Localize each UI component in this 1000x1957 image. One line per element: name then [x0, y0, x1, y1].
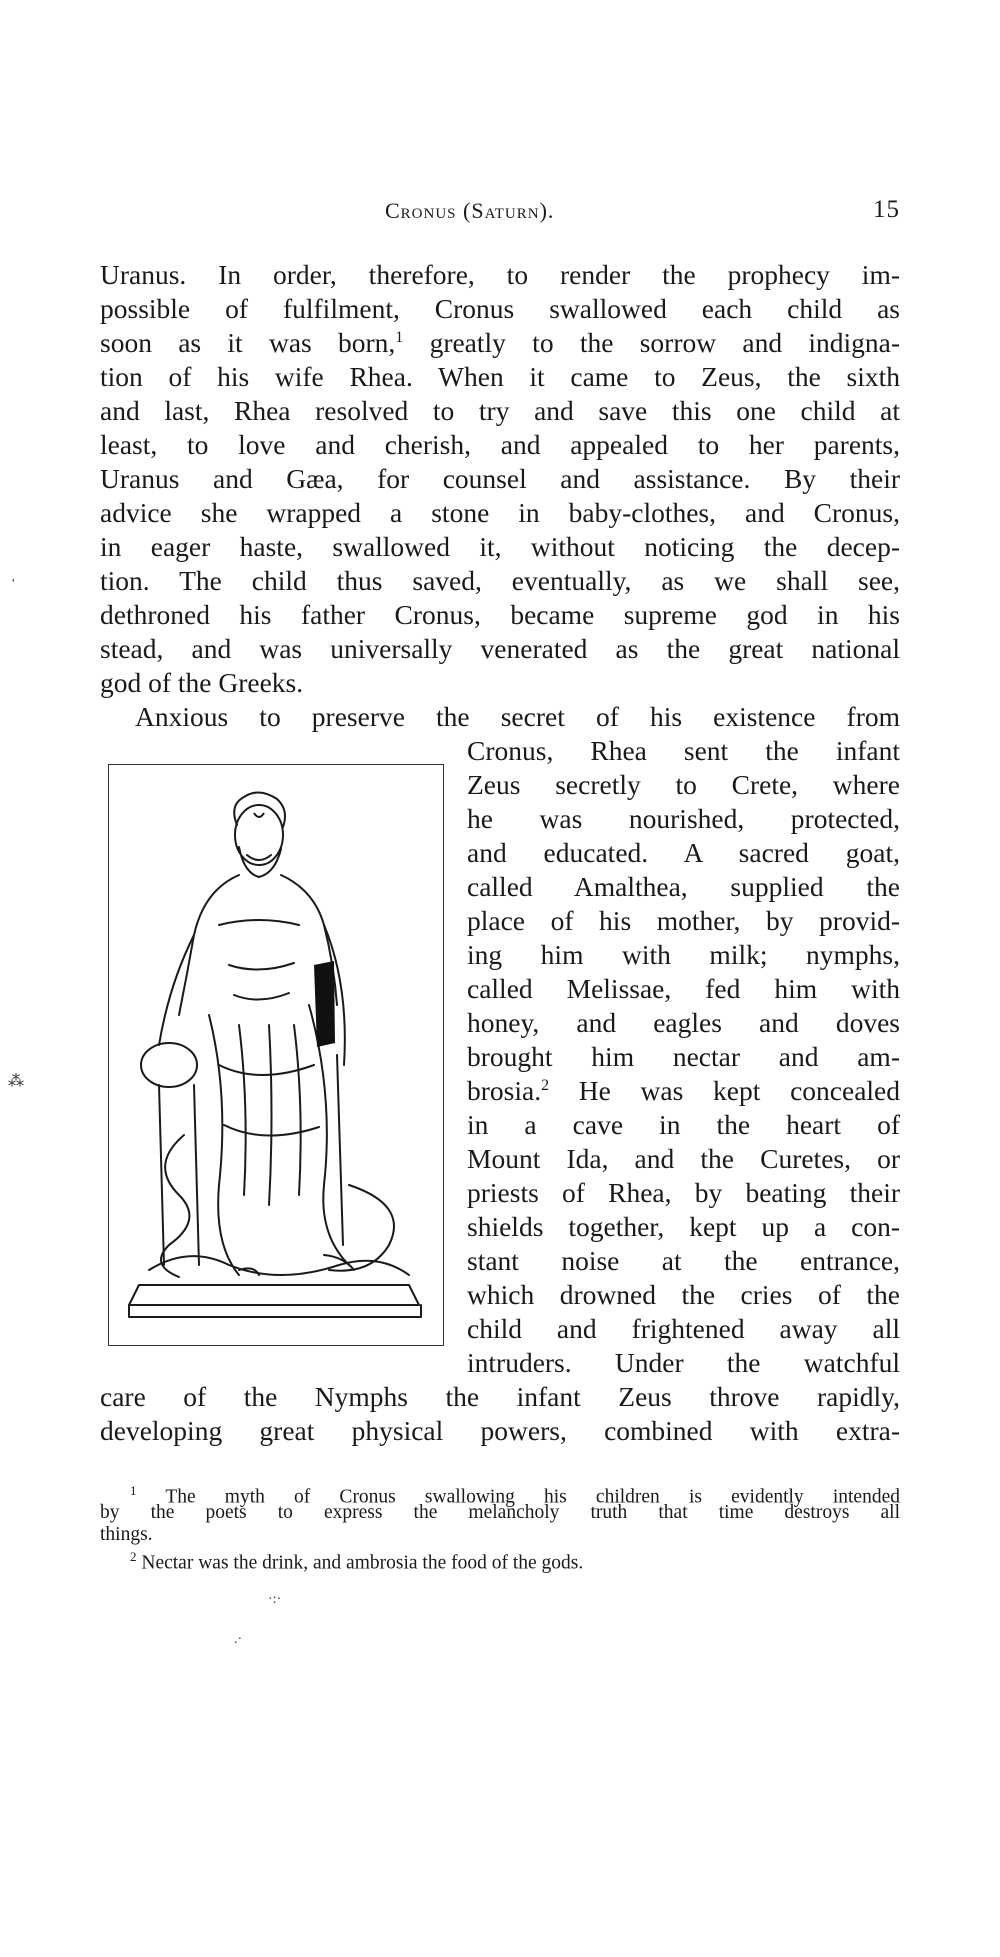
- print-speck: ⁂: [8, 1073, 24, 1090]
- body-line: Mount Ida, and the Curetes, or: [467, 1143, 900, 1174]
- body-line-part: soon as it was born,: [100, 327, 396, 358]
- body-line: in a cave in the heart of: [467, 1109, 900, 1140]
- body-line: called Melissae, fed him with: [467, 973, 900, 1004]
- body-line: god of the Greeks.: [100, 667, 304, 698]
- body-line: and educated. A sacred goat,: [467, 837, 900, 868]
- body-line: he was nourished, protected,: [467, 803, 900, 834]
- footnote-mark: 1: [130, 1483, 137, 1498]
- body-line: Zeus secretly to Crete, where: [467, 769, 900, 800]
- footnote-ref: 2: [541, 1076, 550, 1094]
- body-line: called Amalthea, supplied the: [467, 871, 900, 902]
- body-line: which drowned the cries of the: [467, 1279, 900, 1310]
- cronus-statue-icon: [109, 765, 445, 1347]
- body-line: Uranus and Gæa, for counsel and assistance. By their: [100, 463, 900, 494]
- body-line: Anxious to preserve the secret of his existence from: [135, 701, 900, 732]
- body-line: shields together, kept up a con-: [467, 1211, 900, 1242]
- print-speck: .·: [234, 1632, 243, 1647]
- body-line: in eager haste, swallowed it, without noticing the decep-: [100, 531, 900, 562]
- footnote-2: [130, 1546, 900, 1575]
- running-title: Cronus (Saturn).: [385, 198, 555, 223]
- body-line: [100, 326, 900, 360]
- body-line: intruders. Under the watchful: [467, 1347, 900, 1378]
- footnote-text: The myth of Cronus swallowing his children is evidently intended: [165, 1486, 900, 1508]
- figure-illustration: [108, 764, 444, 1346]
- body-line: [467, 1074, 900, 1108]
- body-line: possible of fulfilment, Cronus swallowed each child as: [100, 293, 900, 324]
- body-line: brought him nectar and am-: [467, 1041, 900, 1072]
- body-line: developing great physical powers, combined with extra-: [100, 1415, 900, 1446]
- body-line: place of his mother, by provid-: [467, 905, 900, 936]
- body-line: tion of his wife Rhea. When it came to Zeus, the sixth: [100, 361, 900, 392]
- body-line: dethroned his father Cronus, became supreme god in his: [100, 599, 900, 630]
- body-line: stead, and was universally venerated as the great national: [100, 633, 900, 664]
- body-line: child and frightened away all: [467, 1313, 900, 1344]
- body-line: least, to love and cherish, and appealed to her parents,: [100, 429, 900, 460]
- body-line-part: He was kept concealed: [578, 1075, 900, 1106]
- footnote-1-cont: things.: [100, 1524, 153, 1545]
- footnote-1-cont: by the poets to express the melancholy truth that time destroys all: [100, 1502, 900, 1523]
- body-line: ing him with milk; nymphs,: [467, 939, 900, 970]
- footnote-text: Nectar was the drink, and ambrosia the food of the gods.: [141, 1552, 584, 1574]
- body-line: tion. The child thus saved, eventually, as we shall see,: [100, 565, 900, 596]
- body-line: and last, Rhea resolved to try and save this one child at: [100, 395, 900, 426]
- body-line: stant noise at the entrance,: [467, 1245, 900, 1276]
- body-line: priests of Rhea, by beating their: [467, 1177, 900, 1208]
- body-line: care of the Nymphs the infant Zeus throve rapidly,: [100, 1381, 900, 1412]
- print-speck: ·:·: [268, 1592, 282, 1607]
- footnote-mark: 2: [130, 1549, 137, 1564]
- body-line: advice she wrapped a stone in baby-clothes, and Cronus,: [100, 497, 900, 528]
- body-line-part: brosia.: [467, 1075, 542, 1106]
- body-line: honey, and eagles and doves: [467, 1007, 900, 1038]
- print-speck: ': [12, 577, 15, 592]
- footnote-ref: 1: [395, 328, 404, 346]
- body-line-part: greatly to the sorrow and indigna-: [429, 327, 900, 358]
- body-line: Cronus, Rhea sent the infant: [467, 735, 900, 766]
- body-line: Uranus. In order, therefore, to render the prophecy im-: [100, 259, 900, 290]
- page-number: 15: [873, 196, 900, 223]
